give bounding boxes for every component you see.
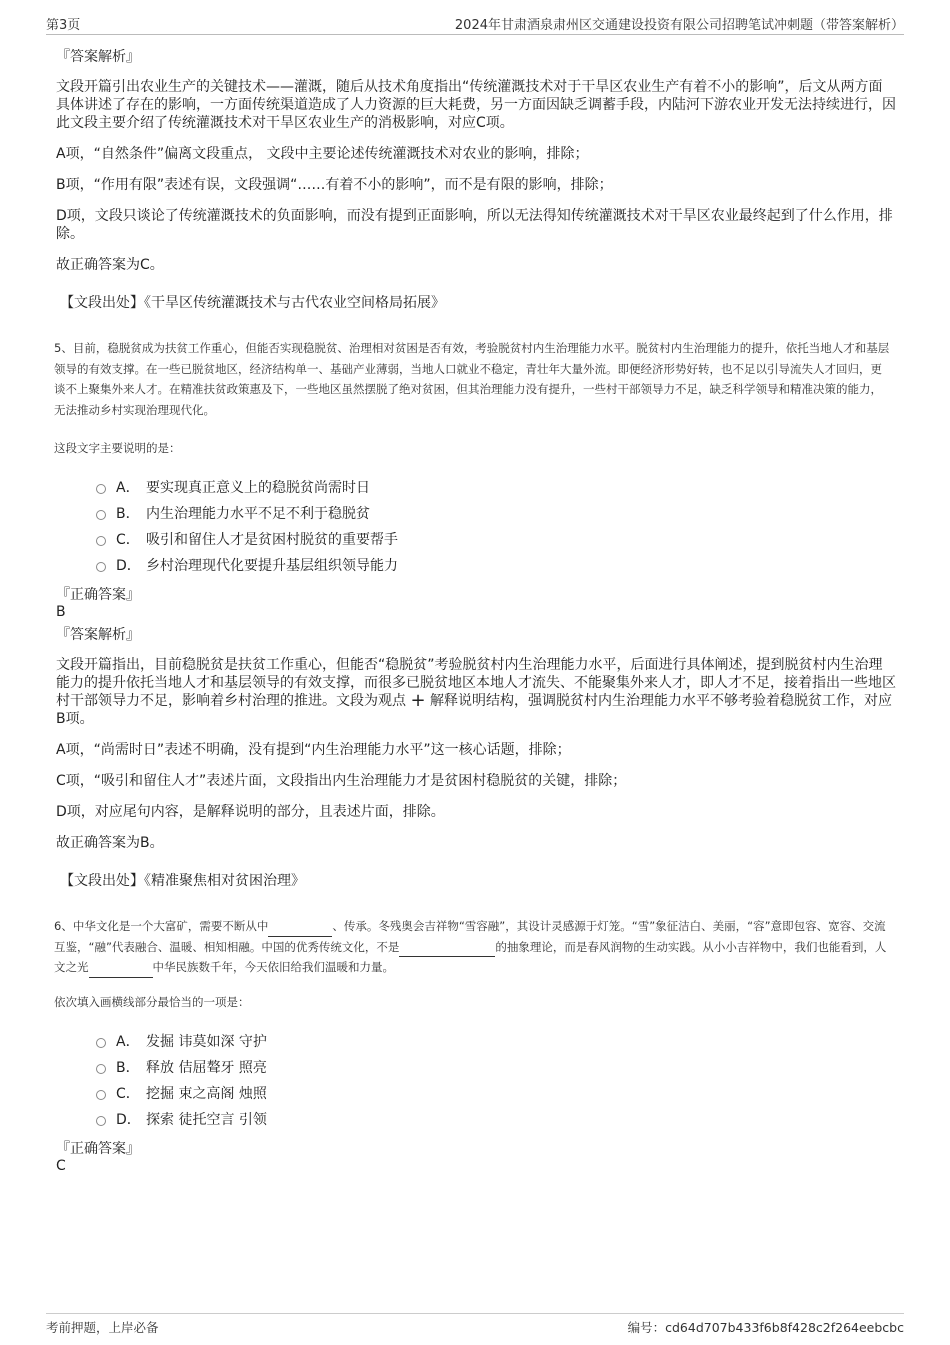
radio-icon[interactable] xyxy=(96,562,106,572)
question-6-prompt: 依次填入画横线部分最恰当的一项是： xyxy=(54,994,250,1009)
option-a[interactable] xyxy=(96,1028,896,1054)
analysis-paragraph: A项，“尚需时日”表述不明确，没有提到“内生治理能力水平”这一核心话题，排除； xyxy=(56,742,571,758)
correct-answer-label: 『正确答案』 xyxy=(56,1140,140,1157)
fill-blank xyxy=(399,944,495,957)
correct-answer: C xyxy=(56,1157,66,1174)
radio-icon[interactable] xyxy=(96,1116,106,1126)
document-body xyxy=(56,44,896,1178)
analysis-paragraph: B项，“作用有限”表述有误，文段强调“……有着不小的影响”，而不是有限的影响，排除； xyxy=(56,177,613,193)
option-key: B． xyxy=(116,1059,140,1076)
radio-icon[interactable] xyxy=(96,510,106,520)
radio-icon[interactable] xyxy=(96,536,106,546)
analysis-paragraph: D项，对应尾句内容，是解释说明的部分，且表述片面，排除。 xyxy=(56,804,445,820)
footer-slogan: 考前押题，上岸必备 xyxy=(46,1320,159,1335)
stem-text: 、传承。冬残奥会吉祥物“雪容融”，其设计灵感源于灯笼。“雪”象征洁白、美丽，“容”意即包容、宽容、交流互鉴，“融”代表融合、温暖、相知相融。中国的优秀传统文化，不是 xyxy=(54,919,886,954)
option-text: 吸引和留住人才是贫困村脱贫的重要帮手 xyxy=(146,532,398,548)
option-key: D． xyxy=(116,1111,141,1128)
radio-icon[interactable] xyxy=(96,1038,106,1048)
option-key: D． xyxy=(116,558,141,574)
analysis-paragraph: D项，文段只谈论了传统灌溉技术的负面影响，而没有提到正面影响，所以无法得知传统灌溉技术对干旱区农业最终起到了什么作用，排除。 xyxy=(56,208,893,242)
option-key: C． xyxy=(116,1085,140,1102)
stem-text: 中华民族数千年，今天依旧给我们温暖和力量。 xyxy=(152,960,394,974)
option-text: 释放 佶屈聱牙 照亮 xyxy=(146,1059,267,1076)
stem-text: 的抽象理论，而是春风润物的生动实践。从小小吉祥物中，我们也能看到，人文之光 xyxy=(54,939,887,974)
analysis-paragraph: 文段开篇引出农业生产的关键技术——灌溉，随后从技术角度指出“传统灌溉技术对于干旱区农业生产有着不小的影响”，后文从两方面具体讲述了存在的影响，一方面传统渠道造成了人力资源的巨大耗费，另一方面因缺乏调蓄手段，内陆河下游农业开发无法持续进行，因此文段主要介绍了传统灌溉技术对干旱区农业生产的消极影响，对应C项。 xyxy=(56,79,896,131)
correct-answer-label: 『正确答案』 xyxy=(56,587,140,603)
analysis-paragraph xyxy=(56,656,896,728)
stem-text: 6、中华文化是一个大富矿，需要不断从中 xyxy=(54,919,269,933)
question-6-options xyxy=(96,1028,896,1132)
source-citation: 【文段出处】《干旱区传统灌溉技术与古代农业空间格局拓展》 xyxy=(60,295,445,311)
option-text: 挖掘 束之高阁 烛照 xyxy=(146,1085,267,1102)
question-5-stem: 5、目前，稳脱贫成为扶贫工作重心，但能否实现稳脱贫、治理相对贫困是否有效，考验脱贫村内生治理能力水平。脱贫村内生治理能力的提升，依托当地人才和基层领导的有效支撑。在一些已脱贫地区，经济结构单一、基础产业薄弱，当地人口就业不稳定，青壮年大量外流。即便经济形势好转，也不足以引导流失人才回归，更谈不上聚集外来人才。在精准扶贫政策惠及下，一些地区虽然摆脱了绝对贫困，但其治理能力没有提升，一些村干部领导力不足，缺乏科学领导和精准决策的能力，无法推动乡村实现治理现代化。 xyxy=(54,341,890,417)
analysis-label: 『答案解析』 xyxy=(56,49,140,65)
option-b[interactable] xyxy=(96,500,896,526)
document-title: 2024年甘肃酒泉肃州区交通建设投资有限公司招聘笔试冲刺题（带答案解析） xyxy=(454,18,904,33)
option-c[interactable] xyxy=(96,1080,896,1106)
analysis-text: 解释说明结构，强调脱贫村内生治理能力水平不够考验着稳脱贫工作，对应B项。 xyxy=(56,693,892,727)
fill-blank xyxy=(268,924,332,937)
option-c[interactable] xyxy=(96,526,896,552)
fill-blank xyxy=(89,965,153,978)
source-citation: 【文段出处】《精准聚焦相对贫困治理》 xyxy=(60,873,305,889)
analysis-paragraph: C项，“吸引和留住人才”表述片面，文段指出内生治理能力才是贫困村稳脱贫的关键，排除； xyxy=(56,773,627,789)
option-key: A． xyxy=(116,480,140,496)
option-text: 要实现真正意义上的稳脱贫尚需时日 xyxy=(146,480,370,496)
correct-answer: B xyxy=(56,604,66,620)
option-text: 探索 徒托空言 引领 xyxy=(146,1111,267,1128)
option-a[interactable] xyxy=(96,474,896,500)
page-footer xyxy=(46,1313,904,1334)
option-key: A． xyxy=(116,1033,140,1050)
analysis-conclusion: 故正确答案为B。 xyxy=(56,835,164,851)
option-key: B． xyxy=(116,506,140,522)
option-d[interactable] xyxy=(96,1106,896,1132)
radio-icon[interactable] xyxy=(96,1090,106,1100)
analysis-conclusion: 故正确答案为C。 xyxy=(56,257,164,273)
document-id: 编号：cd64d707b433f6b8f428c2f264eebcbc xyxy=(627,1320,904,1335)
option-d[interactable] xyxy=(96,552,896,578)
analysis-label: 『答案解析』 xyxy=(56,627,140,643)
analysis-paragraph: A项，“自然条件”偏离文段重点， 文段中主要论述传统灌溉技术对农业的影响，排除； xyxy=(56,146,589,162)
question-5-prompt: 这段文字主要说明的是： xyxy=(54,441,181,455)
radio-icon[interactable] xyxy=(96,484,106,494)
option-key: C． xyxy=(116,532,140,548)
page-header xyxy=(46,12,904,35)
analysis-text: 文段开篇指出，目前稳脱贫是扶贫工作重心，但能否“稳脱贫”考验脱贫村内生治理能力水平，后面进行具体阐述，提到脱贫村内生治理能力的提升依托当地人才和基层领导的有效支撑，而很多已脱贫地区本地人才流失、不能聚集外来人才，即人才不足，接着指出一些地区村干部领导力不足，影响着乡村治理的推进。文段为观点 xyxy=(56,657,896,709)
question-5-options xyxy=(96,474,896,578)
radio-icon[interactable] xyxy=(96,1064,106,1074)
option-text: 内生治理能力水平不足不利于稳脱贫 xyxy=(146,506,370,522)
option-text: 乡村治理现代化要提升基层组织领导能力 xyxy=(146,558,398,574)
option-text: 发掘 讳莫如深 守护 xyxy=(146,1033,267,1050)
plus-icon: + xyxy=(410,690,426,711)
page-number: 第3页 xyxy=(46,18,81,33)
question-6-stem xyxy=(54,916,890,978)
option-b[interactable] xyxy=(96,1054,896,1080)
